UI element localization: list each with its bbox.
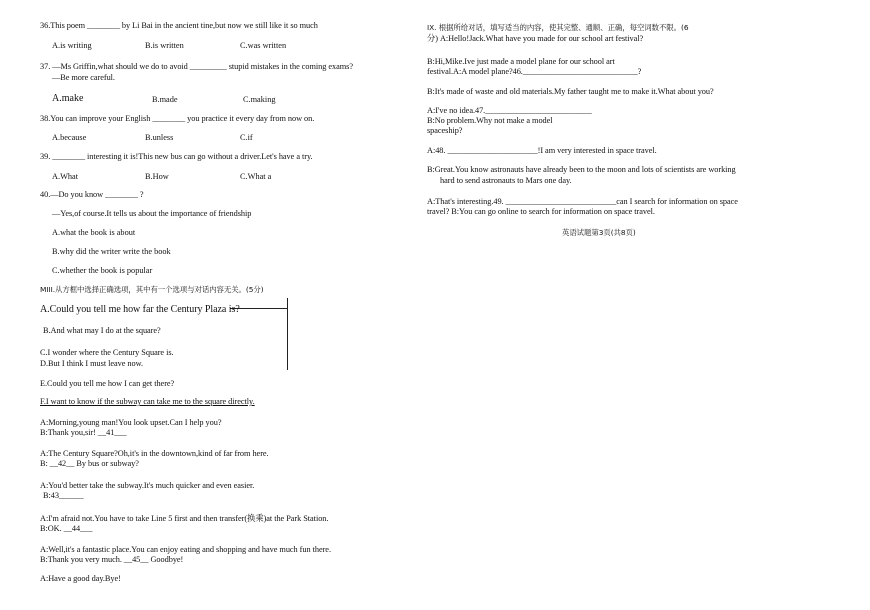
q40-stem: 40.—Do you know ________ ? (40, 190, 144, 199)
q37-option-a: A.make (52, 93, 84, 104)
q38-option-a: A.because (52, 133, 87, 142)
q38-option-b: B.unless (145, 133, 174, 142)
q37-answer: —Be more careful. (52, 73, 115, 82)
section-9-title: IX. 根据所给对话，填写适当的内容，使其完整、通顺、正确，每空词数不限。(6 (427, 23, 689, 32)
dialog-line-9: A:Well,it's a fantastic place.You can enjoy eating and shopping and have much fun there. (40, 545, 331, 554)
q39-option-a: A.What (52, 172, 79, 181)
right-line-4: A:I've no idea.47.__________________________ (427, 106, 592, 115)
dialog-line-5: A:You'd better take the subway.It's much quicker and even easier. (40, 481, 255, 490)
q36-option-a: A.is writing (52, 41, 92, 50)
box-option-d: D.But I think I must leave now. (40, 359, 143, 368)
right-line-3: B:It's made of waste and old materials.My father taught me to make it.What about you? (427, 87, 714, 96)
section-9-title-cont: 分) A:Hello!Jack.What have you made for our school art festival? (427, 34, 644, 43)
q37-option-b: B.made (152, 95, 178, 104)
right-line-7: A:48. ______________________!I am very interested in space travel. (427, 146, 657, 155)
q36-option-c: C.was written (240, 41, 287, 50)
dialog-line-2: B:Thank you,sir! __41___ (40, 428, 127, 437)
q40-option-a: A.what the book is about (52, 228, 136, 237)
box-option-a: A.Could you tell me how far the Century Plaza is? (40, 304, 240, 315)
section-8-title: MIII.从方框中选择正确选项，其中有一个选项与对话内容无关。(5分) (40, 285, 264, 294)
box-option-b: B.And what may I do at the square? (43, 326, 161, 335)
right-line-1: B:Hi,Mike.Ive just made a model plane for our school art (427, 57, 615, 66)
q38-option-c: C.if (240, 133, 253, 142)
q37-stem: 37. —Ms Griffin,what should we do to avoid _________ stupid mistakes in the coming exams? (40, 62, 353, 71)
dialog-line-4: B: __42__ By bus or subway? (40, 459, 139, 468)
q39-stem: 39. ________ interesting it is!This new bus can go without a driver.Let's have a try. (40, 152, 313, 161)
box-option-e: E.Could you tell me how I can get there? (40, 379, 175, 388)
q39-option-b: B.How (145, 172, 169, 181)
q38-stem: 38.You can improve your English ________ you practice it every day from now on. (40, 114, 315, 123)
right-line-2: festival.A:A model plane?46.____________________________? (427, 67, 642, 76)
dialog-line-1: A:Morning,young man!You look upset.Can I help you? (40, 418, 222, 427)
right-line-10: A:That's interesting.49. ___________________________can I search for information on space (427, 197, 738, 206)
dialog-line-7: A:I'm afraid not.You have to take Line 5 first and then transfer(换乘)at the Park Station. (40, 514, 329, 523)
right-line-8: B:Great.You know astronauts have already been to the moon and lots of scientists are working (427, 165, 736, 174)
right-line-5: B:No problem.Why not make a model (427, 116, 553, 125)
page-footer: 英语试题第3页(共8页) (562, 228, 636, 237)
q36-stem: 36.This poem ________ by Li Bai in the ancient tine,but now we still like it so much (40, 21, 318, 30)
dialog-line-10: B:Thank you very much. __45__ Goodbye! (40, 555, 184, 564)
q36-option-b: B.is written (145, 41, 184, 50)
box-option-f: F.I want to know if the subway can take me to the square directly. (40, 397, 255, 406)
box-option-c: C.I wonder where the Century Square is. (40, 348, 174, 357)
dialog-line-11: A:Have a good day.Bye! (40, 574, 121, 583)
dialog-line-3: A:The Century Square?Oh,it's in the downtown,kind of far from here. (40, 449, 269, 458)
right-line-9: hard to send astronauts to Mars one day. (440, 176, 572, 185)
q40-option-b: B.why did the writer write the book (52, 247, 171, 256)
q39-option-c: C.What a (240, 172, 272, 181)
box-right-border (287, 298, 288, 370)
q40-option-c: C.whether the book is popular (52, 266, 153, 275)
q37-option-c: C.making (243, 95, 276, 104)
right-line-11: travel? B:You can go online to search for information on space travel. (427, 207, 655, 216)
dialog-line-6: B:43______ (43, 491, 84, 500)
q40-answer: —Yes,of course.It tells us about the importance of friendship (52, 209, 252, 218)
right-line-6: spaceship? (427, 126, 463, 135)
dialog-line-8: B:OK. __44___ (40, 524, 93, 533)
